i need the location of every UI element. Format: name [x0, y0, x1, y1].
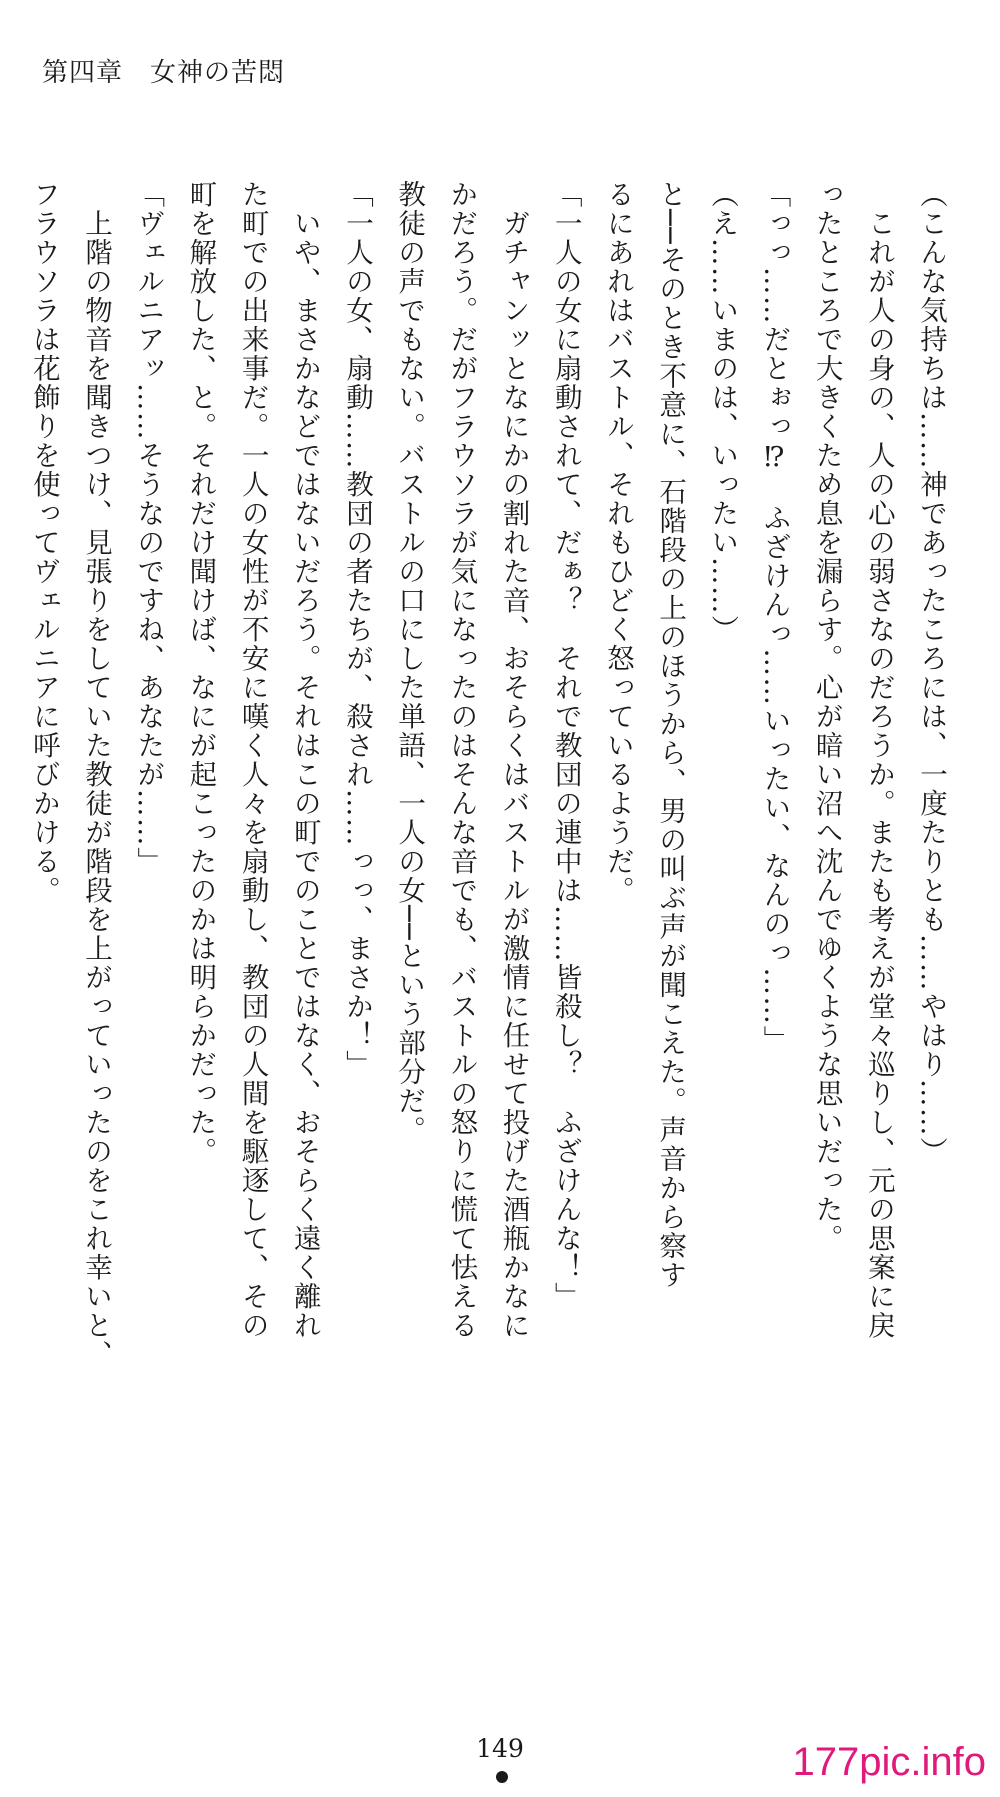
watermark: 177pic.info — [792, 1740, 986, 1784]
text-column: （こんな気持ちは……神であったころには、一度たりとも……やはり……） — [915, 180, 947, 1166]
text-column: 上階の物音を聞きつけ、見張りをしていた教徒が階段を上がっていったのをこれ幸いと、 — [80, 180, 112, 1369]
chapter-header: 第四章 女神の苦悶 — [42, 58, 286, 88]
text-column: これが人の身の、人の心の弱さなのだろうか。またも考えが堂々巡りし、元の思案に戻 — [862, 180, 895, 1340]
text-column: た町での出来事だ。一人の女性が不安に嘆く人々を扇動し、教団の人間を駆逐して、その — [236, 180, 269, 1340]
text-column: 「一人の女、扇動……教団の者たちが、殺され……っっ、まさか！」 — [340, 180, 373, 1079]
text-column: るにあれはバストル、それもひどく怒っているようだ。 — [601, 180, 634, 905]
text-column: （え……いまのは、いったい……） — [706, 180, 739, 644]
text-column: と──そのとき不意に、石階段の上のほうから、男の叫ぶ声が聞こえた。声音から察す — [654, 180, 687, 1290]
page-dot-ornament — [496, 1771, 508, 1783]
text-column: ガチャンッとなにかの割れた音、おそらくはバストルが激情に任せて投げた酒瓶かなに — [497, 180, 530, 1340]
text-column: ったところで大きくため息を漏らす。心が暗い沼へ沈んでゆくような思いだった。 — [810, 180, 843, 1253]
text-column: 「ヴェルニアッ……そうなのですね、あなたが……」 — [132, 180, 165, 876]
text-column: いや、まさかなどではないだろう。それはこの町でのことではなく、おそらく遠く離れ — [288, 180, 321, 1340]
page-number: 149 — [476, 1734, 524, 1763]
text-column: 「っっ……だとぉっ⁉ ふざけんっ……いったい、なんのっ……」 — [758, 180, 791, 1055]
text-column: 教徒の声でもない。バストルの口にした単語、一人の女──という部分だ。 — [393, 180, 426, 1145]
body-text — [20, 180, 955, 1510]
text-column: 「一人の女に扇動されて、だぁ？ それで教団の連中は……皆殺し？ ふざけんな！」 — [549, 180, 582, 1311]
text-column: フラウソラは花飾りを使ってヴェルニアに呼びかける。 — [27, 180, 60, 905]
text-column: 町を解放した、と。それだけ聞けば、なにが起こったのかは明らかだった。 — [184, 180, 217, 1166]
text-column: かだろう。だがフラウソラが気になったのはそんな音でも、バストルの怒りに慌て怯える — [445, 180, 478, 1340]
